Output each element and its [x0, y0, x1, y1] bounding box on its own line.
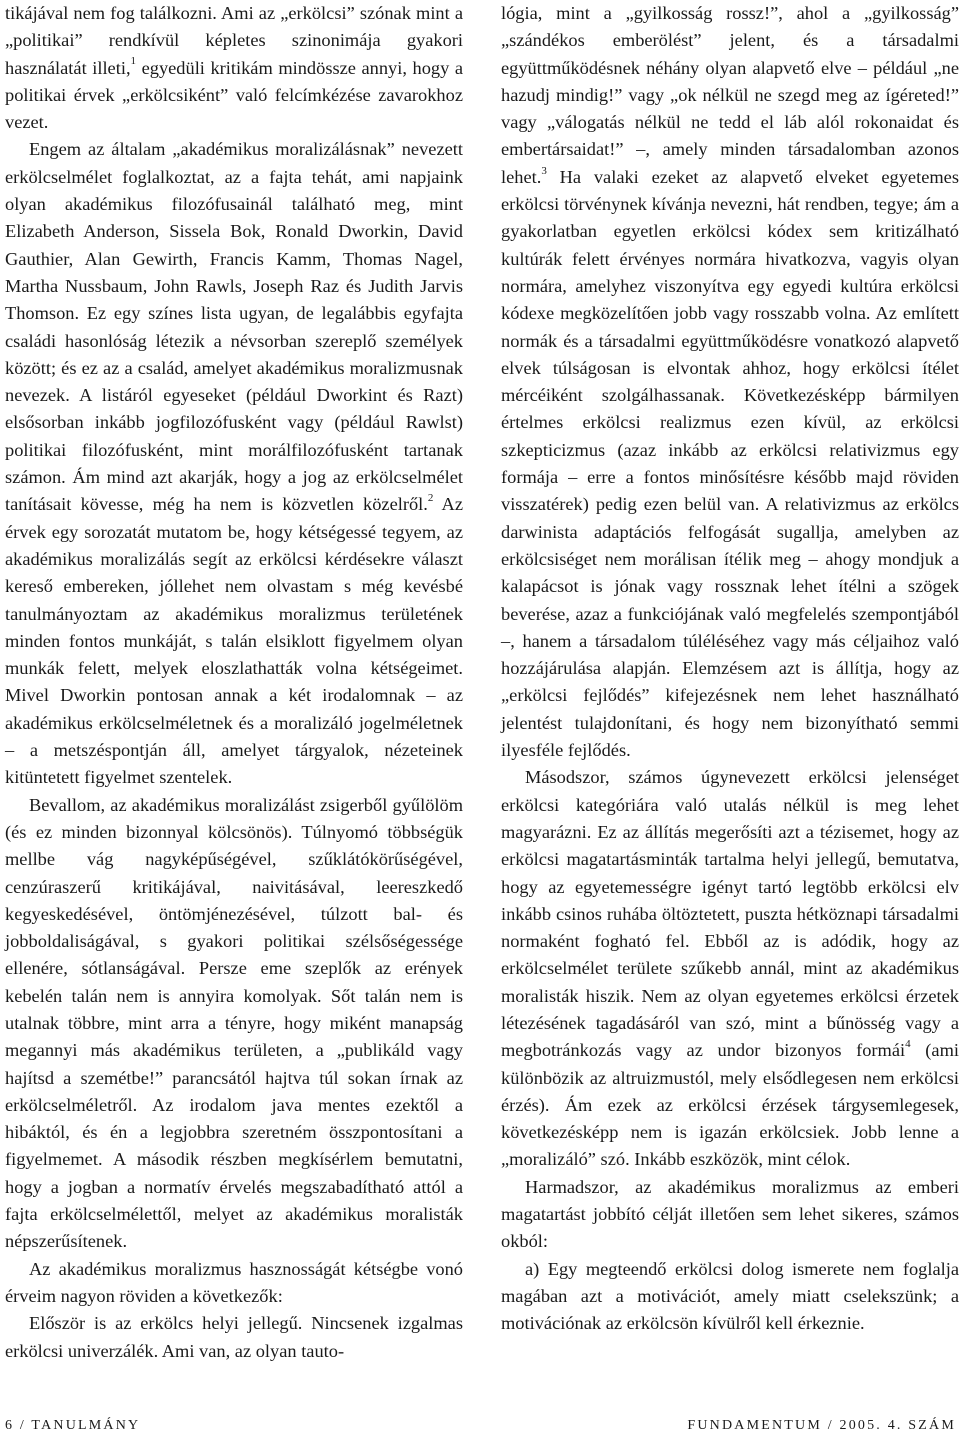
footnote-ref: 1 — [130, 55, 137, 68]
text: egyedüli kritikám mindössze annyi, hogy a politikai érvek „erkölcsiként” való felcímkézése zavarokhoz vezet. — [5, 57, 463, 133]
paragraph: a) Egy megteendő erkölcsi dolog ismerete nem foglalja magában azt a motivációt, amely miatt cselekszünk; a motivációnak az erkölcsön kívülről kell érkeznie. — [501, 1258, 959, 1334]
paragraph: Az akadémikus moralizmus hasznosságát kétségbe vonó érveim nagyon röviden a következők: — [5, 1258, 463, 1306]
text: Engem az általam „akadémikus moralizálásnak” nevezett erkölcselmélet foglalkoztat, az a fajta tehát, ami napjaink olyan akadémikus filozófusainál található meg, mint Elizabeth Anderson, Sissela Bok, Ronald Dworkin, David Gauthier, Alan Gewirth, Francis Kamm, Thomas Nagel, Martha Nussbaum, John Rawls, Joseph Raz és Judith Jarvis Thomson. Ez egy színes lista ugyan, de legalábbis egyfajta családi hasonlóság létezik a névsorban szereplő személyek között; és ez az a család, amelyet akadémikus moralizmusnak nevezek. A listáról egyeseket (például Dworkint és Razt) elsősorban inkább jogfilozófusként vagy (például Rawlst) politikai filozófusként, mint morálfilozófusként tartanak számon. Ám mind azt akarják, hogy a jog az erkölcselmélet tanításait kövesse, még ha nem is közvetlen közelről. — [5, 139, 463, 515]
text: Az érvek egy sorozatát mutatom be, hogy kétségessé tegyem, az akadémikus moralizálás segít az erkölcsi kérdésekre választ kereső embereken, jóllehet nem olvastam s még kevésbé tanulmányoztam az akadémikus moralizmus területének minden fontos munkáját, s talán elsiklott figyelmem olyan munkák felett, melyek eloszlathatták volna kétségeimet. Mivel Dworkin pontosan annak a két irodalomnak – az akadémikus erkölcselméletnek és a moralizáló jogelméletnek – a metszéspontján áll, amelyet tárgyalok, nézeteinek kitüntetett figyelmet szentelek. — [5, 494, 463, 788]
text: Ha valaki ezeket az alapvető elveket egyetemes erkölcsi törvénynek kívánja nevezni, hát rendben, tegye; ám a gyakorlatban egyetlen erkölcsi kódex sem kritizálható kultúrák felett érvényes normára hivatkozva, vagyis olyan normára, amelyhez viszonyítva egy egyedi kultúra erkölcsi kódexe megközelítően jobb vagy rosszabb volna. Az említett normák és a társadalmi együttműködésre vonatkozó alapvető elvek túlságosan is elvontak ahhoz, hogy erkölcsi ítélet mércéiként szolgálhassanak. Következésképp bármilyen értelmes erkölcsi realizmus ezen kívül, az erkölcsi szkepticizmus (azaz inkább az erkölcsi relativizmus egy formája – erre a fontos minősítésre később majd röviden visszatérek) pedig ezen belül van. A relativizmus az erkölcs darwinista adaptációs felfogását sugallja, amelyben az erkölcsiséget nem morálisan ítélik meg – ahogy mondjuk a kalapácsot is jónak vagy rossznak lehet ítélni a szögek beverése, azaz a funkciójának való megfelelés szempontjából –, hanem a társadalom túléléséhez vagy más céljaihoz való hozzájárulása alapján. Elemzésem azt is állítja, hogy az „erkölcsi fejlődés” kifejezésnek nem lehet használható jelentést tulajdonítani, és hogy nem bizonyítható semmi ilyesféle fejlődés. — [501, 166, 959, 761]
paragraph — [5, 136, 463, 791]
paragraph — [501, 764, 959, 1173]
left-column — [5, 0, 463, 1365]
paragraph: Harmadszor, az akadémikus moralizmus az emberi magatartást jobbító célját illetően sem lehet sikeres, számos okból: — [501, 1176, 959, 1252]
page-footer-right: FUNDAMENTUM / 2005. 4. SZÁM — [687, 1418, 956, 1433]
right-column — [501, 0, 959, 1338]
paragraph — [501, 0, 959, 764]
footnote-ref: 2 — [427, 492, 434, 505]
paragraph: Először is az erkölcs helyi jellegű. Nincsenek izgalmas erkölcsi univerzálék. Ami van, az olyan tauto- — [5, 1313, 463, 1361]
text: tikájával nem fog találkozni. Ami az „erkölcsi” szónak mint a „politikai” rendkívül képletes szinonimája gyakori használatát illeti, — [5, 3, 463, 78]
paragraph: Bevallom, az akadémikus moralizálást zsigerből gyűlölöm (és ez minden bizonnyal kölcsönös). Túlnyomó többségük mellbe vág nagyképűségével, szűklátókörűségével, cenzúraszerű kritikájával, naivitásával, leereszkedő kegyeskedésével, öntömjénezésével, túlzott bal- és jobboldaliságával, s gyakori politikai szélsőségessége ellenére, sótlanságával. Persze eme szeplők az erények kebelén talán nem is annyira komolyak. Sőt talán nem is utalnak többre, mint arra a tényre, hogy miként manapság megannyi más akadémikus területen, a „publikáld vagy hajítsd a szemétbe!” parancsától hajtva túl sokan írnak az erkölcselméletről. Az irodalom java mentes ezektől a hibáktól, és én a legjobbra szeretném összpontosítani a figyelmemet. A második részben megkísérlem bemutatni, hogy a jogban a normatív érvelés megszabadítható attól a fajta erkölcselmélettől, melyet az akadémikus moralisták népszerűsítenek. — [5, 794, 463, 1252]
page-footer-left: 6 / TANULMÁNY — [5, 1418, 141, 1433]
text: Másodszor, számos úgynevezett erkölcsi jelenséget erkölcsi kategóriára való utalás nélkül is meg lehet magyarázni. Ez az állítás megerősíti azt a tézisemet, hogy az erkölcsi magatartásminták tartalma helyi jellegű, bemutatva, hogy az egyetemességre igényt tartó legtöbb erkölcsi elv inkább csinos ruhába öltöztetett, puszta hétköznapi társadalmi normaként fogható fel. Ebből az is adódik, hogy az erkölcselmélet területe szűkebb annál, mint az akadémikus moralisták hiszik. Nem az olyan egyetemes erkölcsi érzetek létezésének tagadásáról van szó, mint a bűnösség vagy a megbotránkozás vagy az undor bizonyos formái — [501, 767, 959, 1061]
text: (ami különbözik az altruizmustól, mely elsődlegesen nem erkölcsi érzés). Ám ezek az erkölcsi érzések tárgysemlegesek, következésképp nem is igazán erkölcsiek. Jobb lenne a „moralizáló” szó. Inkább eszközök, mint célok. — [501, 1040, 959, 1170]
footnote-ref: 3 — [541, 164, 547, 177]
paragraph — [5, 0, 463, 136]
footnote-ref: 4 — [905, 1038, 911, 1051]
text: lógia, mint a „gyilkosság rossz!”, ahol a „gyilkosság” „szándékos emberölést” jelent, és a társadalmi együttműködésnek néhány olyan alapvető elve – például „ne hazudj mindig!” vagy „ok nélkül ne szegd meg az ígéreted!” vagy „válogatás nélkül ne tedd el láb alól rokonaidat és embertársaidat!” –, amely minden társadalomban azonos lehet. — [501, 3, 959, 187]
